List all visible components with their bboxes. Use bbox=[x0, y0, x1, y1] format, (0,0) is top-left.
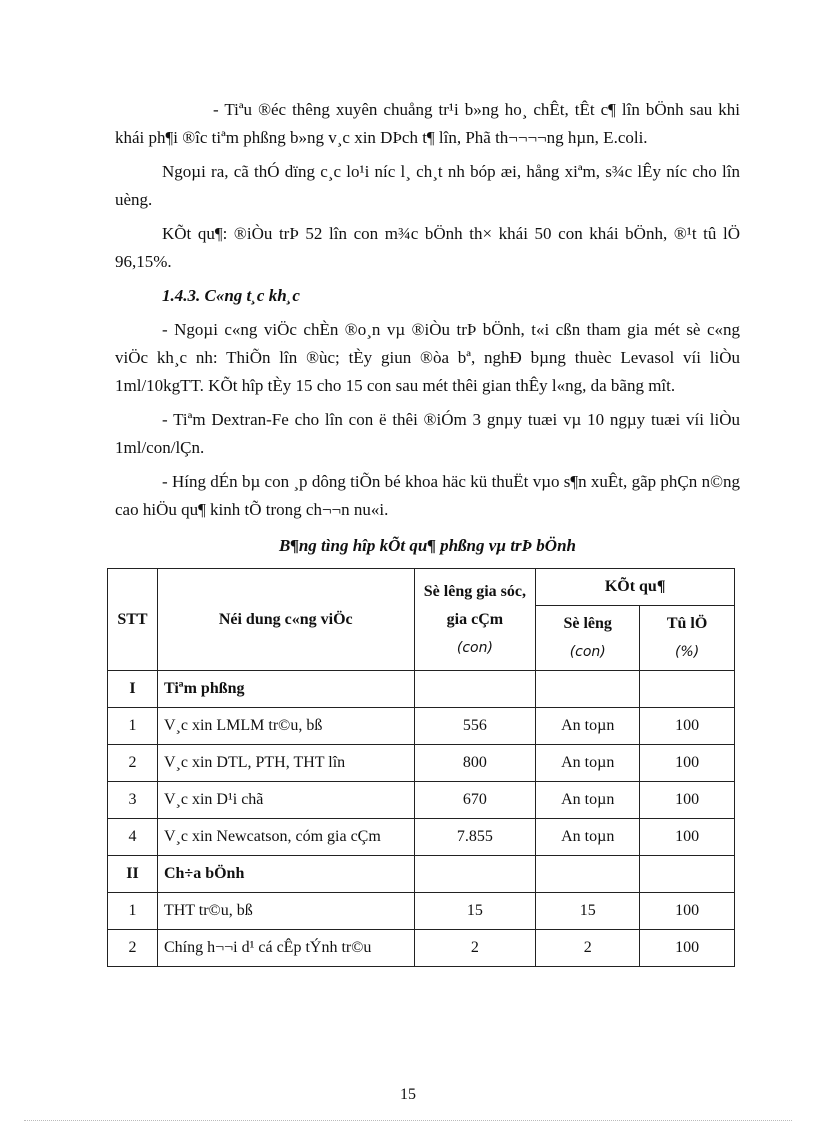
cell-content: Chíng h¬¬i d¹ cá cÊp tÝnh tr©u bbox=[157, 930, 414, 967]
table-row bbox=[108, 782, 735, 819]
header-rate-label: Tû lÖ bbox=[666, 615, 708, 632]
table-row bbox=[108, 671, 735, 708]
paragraph-result: KÕt qu¶: ®iÒu trÞ 52 lîn con m¾c bÖnh th× khái 50 con khái bÖnh, ®¹t tû lÖ 96,15%. bbox=[115, 224, 740, 271]
cell-rate: 100 bbox=[640, 819, 735, 856]
cell-stt: 4 bbox=[108, 819, 158, 856]
cell-count: 15 bbox=[414, 893, 536, 930]
paragraph-iron-injection: - Tiªm Dextran-Fe cho lîn con ë thêi ®iÓm 3 gnµy tuæi vµ 10 ngµy tuæi víi liÒu 1ml/con/lÇn. bbox=[115, 410, 740, 457]
paragraph-guidance: - Híng dÉn bµ con ¸p dông tiÕn bé khoa häc kü thuËt vµo s¶n xuÊt, gãp phÇn n©ng cao hiÖu qu¶ kinh tÕ trong ch¬¬n nu«i. bbox=[115, 472, 740, 519]
cell-stt: I bbox=[108, 671, 158, 708]
header-count bbox=[414, 569, 536, 671]
header-stt: STT bbox=[108, 569, 158, 671]
cell-result: An toµn bbox=[536, 819, 640, 856]
header-count-label: Sè lêng gia sóc, gia cÇm bbox=[423, 582, 526, 628]
table-row bbox=[108, 745, 735, 782]
table-row bbox=[108, 856, 735, 893]
cell-content: V¸c xin DTL, PTH, THT lîn bbox=[157, 745, 414, 782]
cell-rate: 100 bbox=[640, 782, 735, 819]
results-table bbox=[107, 568, 735, 967]
cell-result bbox=[536, 671, 640, 708]
section-title: 1.4.3. C«ng t¸c kh¸c bbox=[162, 286, 300, 305]
cell-rate: 100 bbox=[640, 930, 735, 967]
header-count-unit: (con) bbox=[456, 639, 493, 656]
cell-result bbox=[536, 856, 640, 893]
cell-content: V¸c xin Newcatson, cóm gia cÇm bbox=[157, 819, 414, 856]
cell-result: 2 bbox=[536, 930, 640, 967]
cell-count bbox=[414, 671, 536, 708]
header-content: Néi dung c«ng viÖc bbox=[157, 569, 414, 671]
bottom-divider bbox=[24, 1120, 792, 1121]
cell-count: 2 bbox=[414, 930, 536, 967]
cell-stt: 1 bbox=[108, 708, 158, 745]
cell-rate: 100 bbox=[640, 893, 735, 930]
page-content bbox=[115, 96, 740, 967]
header-result-count bbox=[536, 606, 640, 671]
header-rate bbox=[640, 606, 735, 671]
cell-content: THT tr©u, bß bbox=[157, 893, 414, 930]
cell-content: V¸c xin D¹i chã bbox=[157, 782, 414, 819]
paragraph-disinfection: - Tiªu ®éc thêng xuyên chuång tr¹i b»ng ho¸ chÊt, tÊt c¶ lîn bÖnh sau khi khái ph¶i ®îc tiªm phßng b»ng v¸c xin DÞch t¶ lîn, Phã th¬¬¬¬ng hµn, E.coli. bbox=[115, 100, 740, 147]
cell-content: Ch÷a bÖnh bbox=[157, 856, 414, 893]
cell-count: 670 bbox=[414, 782, 536, 819]
header-rate-unit: (%) bbox=[674, 644, 700, 660]
table-row bbox=[108, 819, 735, 856]
cell-stt: 1 bbox=[108, 893, 158, 930]
cell-result: An toµn bbox=[536, 782, 640, 819]
cell-count bbox=[414, 856, 536, 893]
cell-stt: II bbox=[108, 856, 158, 893]
paragraph-other-work: - Ngoµi c«ng viÖc chÈn ®o¸n vµ ®iÒu trÞ bÖnh, t«i cßn tham gia mét sè c«ng viÖc kh¸c nh: ThiÕn lîn ®ùc; tÈy giun ®òa bª, nghÐ bµng thuèc Levasol víi liÒu 1ml/10kgTT. KÕt hîp tÈy 15 cho 15 con sau mét thêi gian thÊy l«ng, da bãng mît. bbox=[115, 320, 740, 395]
cell-content: V¸c xin LMLM tr©u, bß bbox=[157, 708, 414, 745]
cell-rate bbox=[640, 856, 735, 893]
table-caption: B¶ng tìng hîp kÕt qu¶ phßng vµ trÞ bÖnh bbox=[279, 536, 576, 555]
cell-rate: 100 bbox=[640, 745, 735, 782]
page-number: 15 bbox=[400, 1086, 416, 1103]
cell-result: An toµn bbox=[536, 745, 640, 782]
cell-content: Tiªm phßng bbox=[157, 671, 414, 708]
header-result-count-unit: (con) bbox=[569, 644, 606, 660]
paragraph-leaf-water: Ngoµi ra, cã thÓ dïng c¸c lo¹i níc l¸ ch¸t nh bóp æi, hång xiªm, s¾c lÊy níc cho lîn uèng. bbox=[115, 162, 740, 209]
header-result-count-label: Sè lêng bbox=[563, 615, 612, 632]
header-result: KÕt qu¶ bbox=[536, 569, 735, 606]
cell-rate: 100 bbox=[640, 708, 735, 745]
cell-result: 15 bbox=[536, 893, 640, 930]
cell-result: An toµn bbox=[536, 708, 640, 745]
cell-rate bbox=[640, 671, 735, 708]
table-row bbox=[108, 893, 735, 930]
cell-count: 7.855 bbox=[414, 819, 536, 856]
table-row bbox=[108, 708, 735, 745]
cell-count: 556 bbox=[414, 708, 536, 745]
cell-stt: 2 bbox=[108, 745, 158, 782]
cell-stt: 2 bbox=[108, 930, 158, 967]
cell-stt: 3 bbox=[108, 782, 158, 819]
cell-count: 800 bbox=[414, 745, 536, 782]
table-row bbox=[108, 930, 735, 967]
